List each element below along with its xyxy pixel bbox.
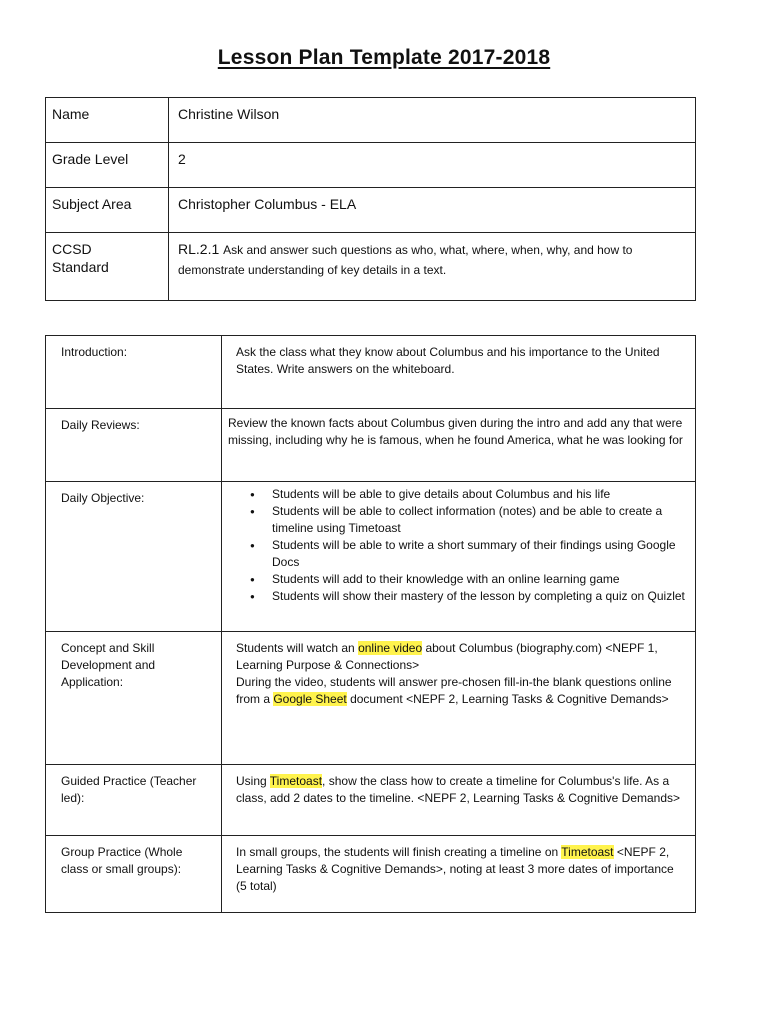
- standard-label-line-2: Standard: [52, 259, 109, 275]
- guided-end: , show the class how to create a timeline for Columbus's life. As a class, add 2 dates to the timeline. <NEPF 2, Learning Tasks & Cognitive Demands>: [236, 774, 681, 805]
- lesson-row-group: [46, 836, 696, 913]
- concept-p2-start: During the video, students will answer pre-chosen fill-in-the blank questions online from a: [236, 675, 672, 706]
- daily-reviews-text: Review the known facts about Columbus given during the intro and add any that were missing, including why he is famous, when he found America, what he was looking for: [222, 409, 696, 482]
- objective-item: ● Students will add to their knowledge with an online learning game: [272, 571, 685, 588]
- name-value: Christine Wilson: [169, 98, 696, 143]
- daily-reviews-label: Daily Reviews:: [46, 409, 222, 482]
- daily-objective-list-cell: [222, 482, 696, 632]
- standard-value: [169, 233, 696, 301]
- lesson-row-concept: [46, 632, 696, 765]
- lesson-row-daily-reviews: [46, 409, 696, 482]
- lesson-row-introduction: [46, 336, 696, 409]
- info-row-standard: [46, 233, 696, 301]
- guided-label: Guided Practice (Teacher led):: [46, 765, 222, 836]
- daily-objective-label: Daily Objective:: [46, 482, 222, 632]
- standard-label: [46, 233, 169, 301]
- lesson-row-daily-objective: [46, 482, 696, 632]
- introduction-label: Introduction:: [46, 336, 222, 409]
- objective-item: ● Students will be able to collect information (notes) and be able to create a timeline using Timetoast: [272, 503, 685, 537]
- concept-label: Concept and Skill Development and Application:: [46, 632, 222, 765]
- concept-p1-start: Students will watch an: [236, 641, 359, 655]
- guided-text: [222, 765, 696, 836]
- group-start: In small groups, the students will finish creating a timeline on: [236, 845, 562, 859]
- subject-value: Christopher Columbus - ELA: [169, 188, 696, 233]
- group-label: Group Practice (Whole class or small groups):: [46, 836, 222, 913]
- lesson-row-guided: [46, 765, 696, 836]
- guided-start: Using: [236, 774, 270, 788]
- info-row-name: [46, 98, 696, 143]
- concept-text: [222, 632, 696, 765]
- concept-p1-end: about Columbus (biography.com) <NEPF 1, Learning Purpose & Connections>: [236, 641, 658, 672]
- objective-item: ● Students will show their mastery of the lesson by completing a quiz on Quizlet: [272, 588, 685, 605]
- google-sheet-highlight: Google Sheet: [273, 692, 347, 706]
- group-text: [222, 836, 696, 913]
- concept-p2-end: document <NEPF 2, Learning Tasks & Cognitive Demands>: [346, 692, 669, 706]
- introduction-text: Ask the class what they know about Columbus and his importance to the United States. Write answers on the whiteboard.: [222, 336, 696, 409]
- grade-value: 2: [169, 143, 696, 188]
- standard-code: RL.2.1: [178, 241, 220, 257]
- page-title: Lesson Plan Template 2017-2018: [217, 46, 551, 69]
- grade-label: Grade Level: [46, 143, 169, 188]
- objective-item: ● Students will be able to give details about Columbus and his life: [272, 486, 685, 503]
- info-table: [45, 97, 696, 301]
- subject-label: Subject Area: [46, 188, 169, 233]
- timetoast-highlight: Timetoast: [561, 845, 614, 859]
- objective-list: [222, 486, 685, 605]
- group-end: <NEPF 2, Learning Tasks & Cognitive Demands>, noting at least 3 more dates of importance (5 total): [236, 845, 674, 893]
- standard-label-line-1: CCSD: [52, 241, 92, 257]
- objective-item: ● Students will be able to write a short summary of their findings using Google Docs: [272, 537, 685, 571]
- info-row-subject: [46, 188, 696, 233]
- name-label: Name: [46, 98, 169, 143]
- online-video-highlight: online video: [358, 641, 423, 655]
- standard-text: Ask and answer such questions as who, what, where, when, why, and how to demonstrate understanding of key details in a text.: [178, 243, 633, 277]
- info-row-grade: [46, 143, 696, 188]
- lesson-table: [45, 335, 696, 913]
- timetoast-highlight: Timetoast: [269, 774, 323, 788]
